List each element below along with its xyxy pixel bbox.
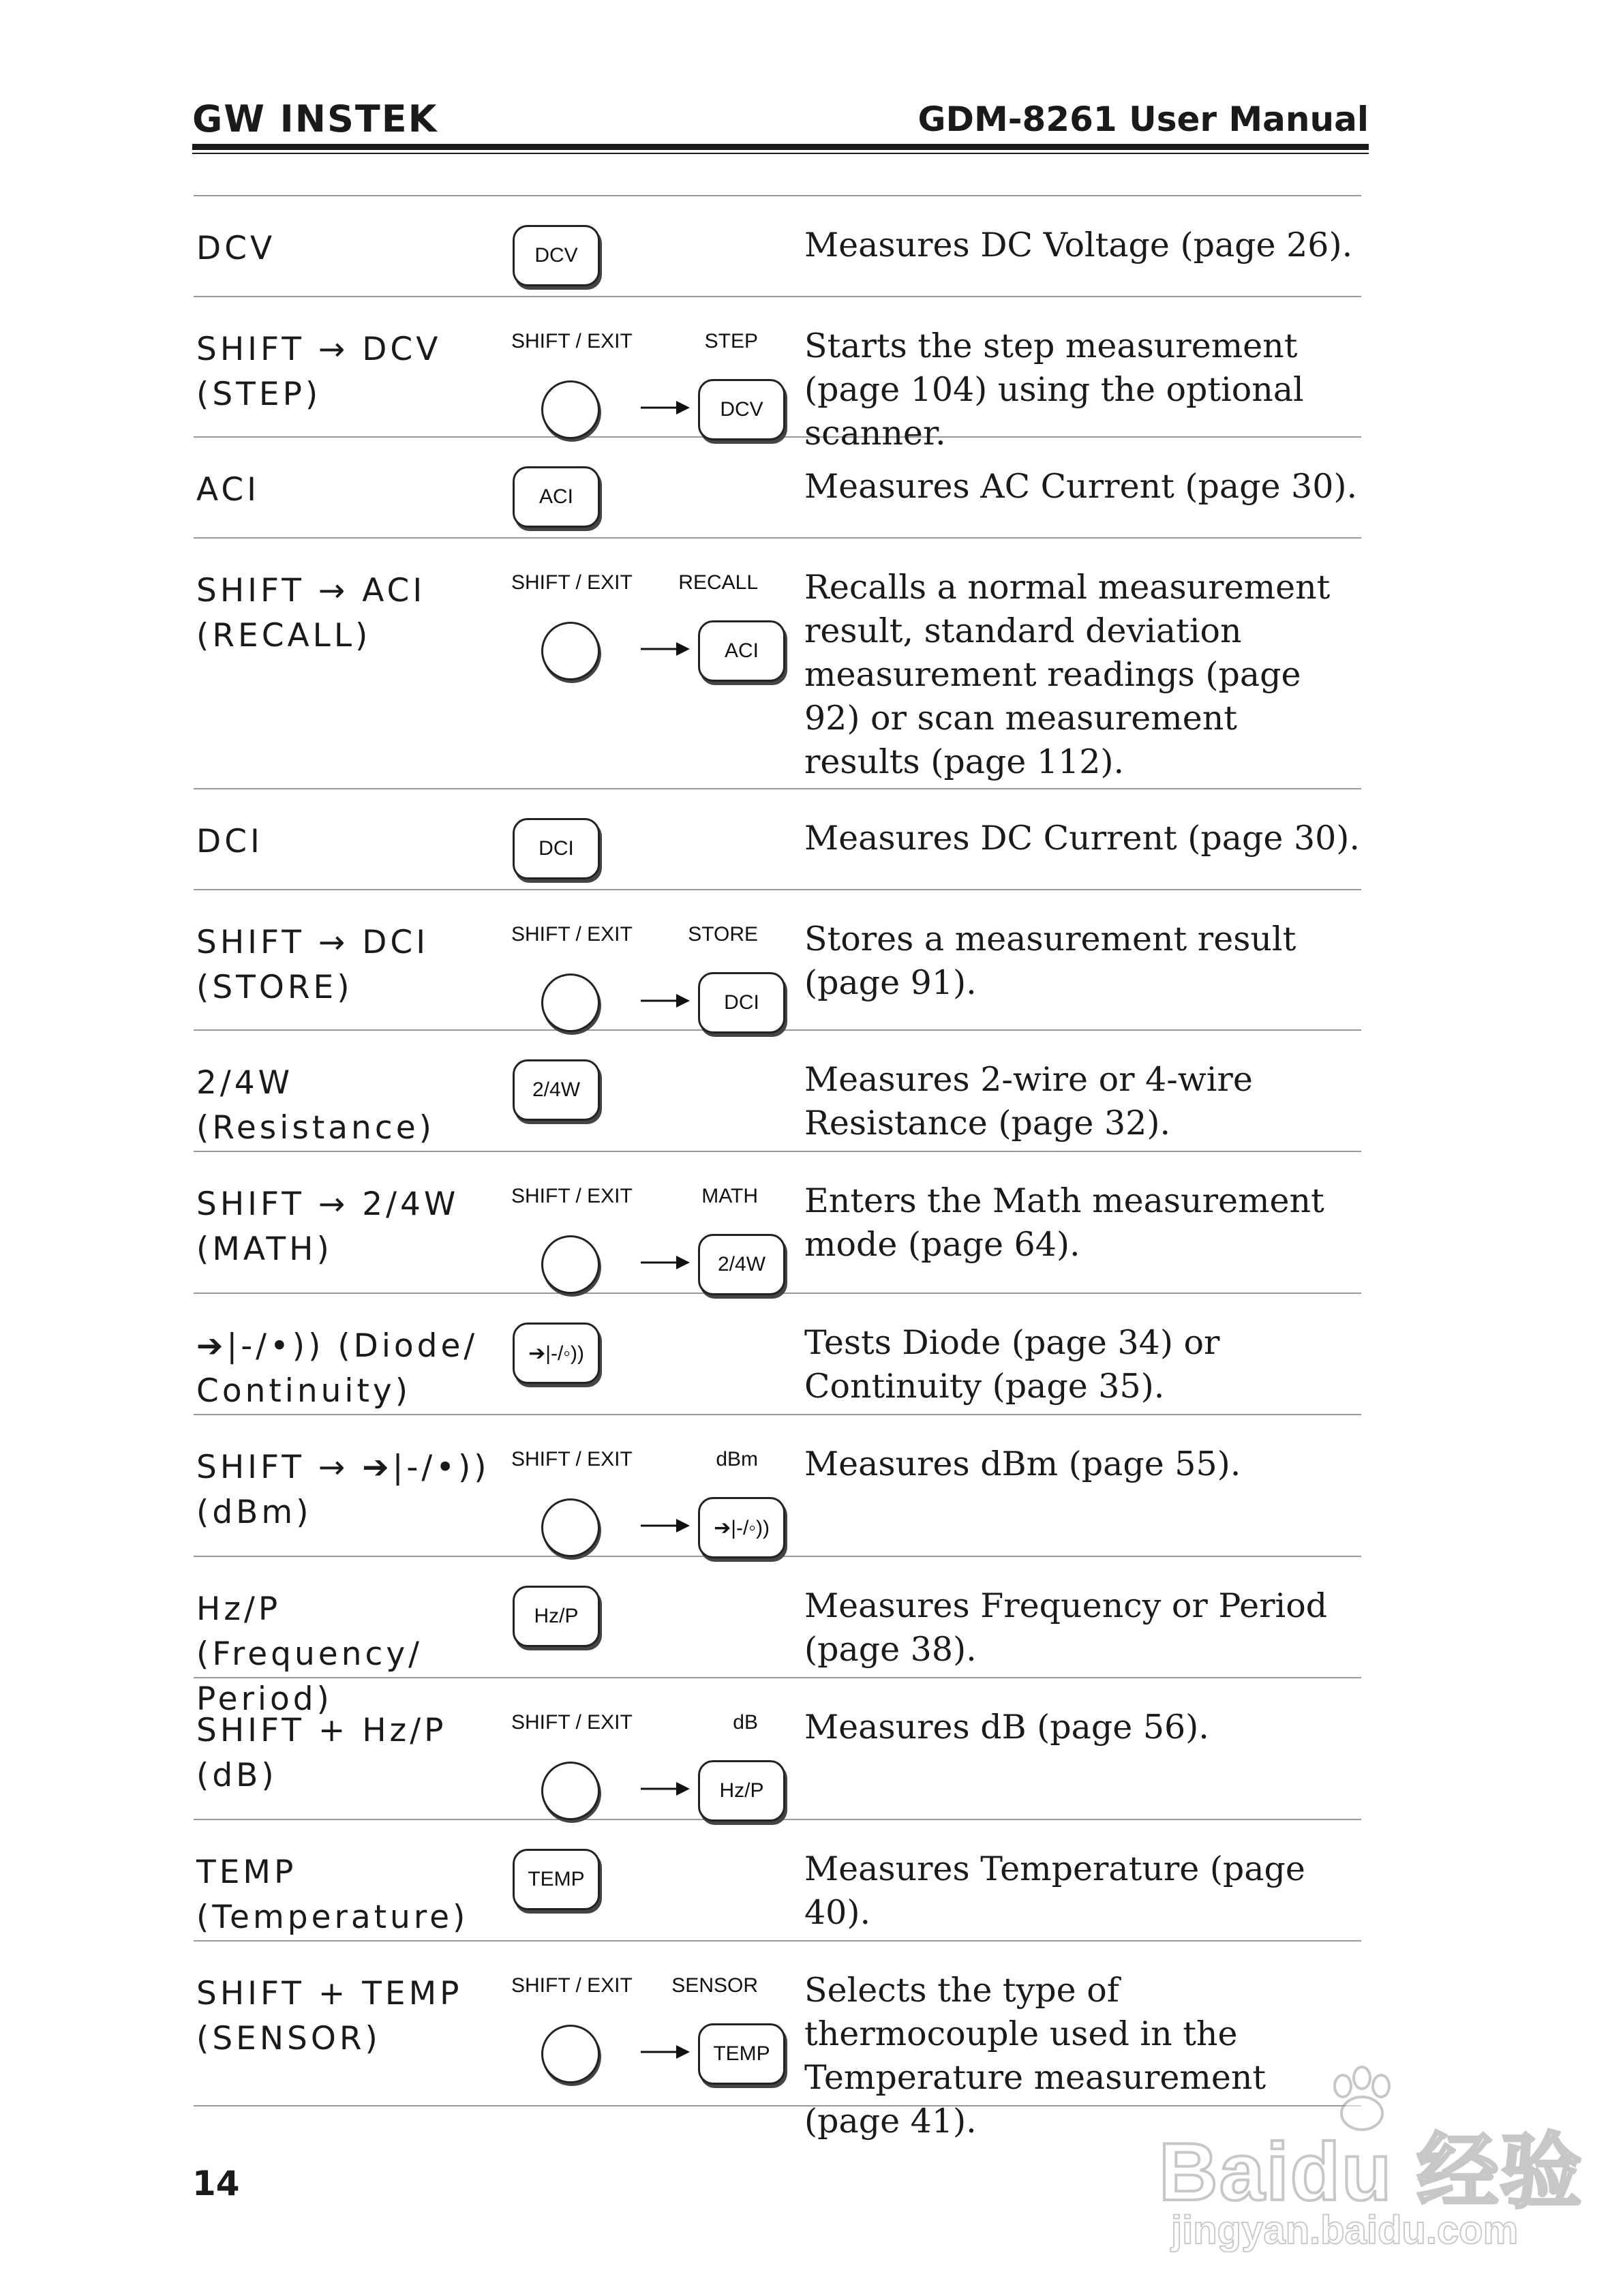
table-row bbox=[194, 1820, 1361, 1942]
manual-title: GDM-8261 User Manual bbox=[917, 100, 1369, 139]
function-name: SHIFT → ACI (RECALL) bbox=[196, 572, 426, 654]
shift-key bbox=[541, 1762, 600, 1820]
arrow-right-icon bbox=[641, 641, 690, 657]
function-description: Measures Temperature (page 40). bbox=[804, 1849, 1305, 1932]
function-name: 2/4W (Resistance) bbox=[196, 1064, 435, 1147]
table-row bbox=[194, 1557, 1361, 1718]
shifted-function-label: dB bbox=[733, 1711, 758, 1734]
function-name: SHIFT → 2/4W (MATH) bbox=[196, 1185, 459, 1268]
function-name: TEMP (Temperature) bbox=[196, 1854, 469, 1936]
shifted-function-label: SENSOR bbox=[671, 1974, 758, 1997]
function-description: Measures 2-wire or 4-wire Resistance (page 32). bbox=[804, 1060, 1253, 1143]
shifted-function-label: RECALL bbox=[678, 571, 758, 594]
arrow-right-icon bbox=[641, 1254, 690, 1271]
shift-key bbox=[541, 973, 600, 1032]
shifted-function-label: STEP bbox=[704, 330, 758, 352]
arrow-right-icon bbox=[641, 1517, 690, 1534]
shift-key bbox=[541, 1498, 600, 1557]
shift-key-label: SHIFT / EXIT bbox=[511, 1185, 633, 1207]
table-row bbox=[194, 196, 1361, 297]
front-panel-key: ACI bbox=[513, 466, 600, 528]
shift-key bbox=[541, 380, 600, 439]
function-name: SHIFT + Hz/P (dB) bbox=[196, 1712, 447, 1794]
arrow-right-icon bbox=[641, 993, 690, 1009]
function-name: DCV bbox=[196, 230, 276, 267]
table-row bbox=[194, 297, 1361, 453]
table-row bbox=[194, 1415, 1361, 1557]
table-row bbox=[194, 1152, 1361, 1294]
front-panel-key: Hz/P bbox=[698, 1760, 785, 1822]
function-description: Enters the Math measurement mode (page 64). bbox=[804, 1181, 1324, 1264]
shift-key-label: SHIFT / EXIT bbox=[511, 571, 633, 594]
front-panel-key: 2/4W bbox=[513, 1059, 600, 1121]
function-description: Measures dBm (page 55). bbox=[804, 1445, 1241, 1483]
front-panel-key: ➔|-/◦)) bbox=[513, 1323, 600, 1384]
front-panel-key: DCI bbox=[513, 818, 600, 879]
front-panel-key: DCV bbox=[698, 379, 785, 440]
front-panel-key: DCI bbox=[698, 972, 785, 1033]
function-name: DCI bbox=[196, 823, 263, 860]
shifted-function-label: STORE bbox=[688, 923, 758, 946]
function-description: Recalls a normal measurement result, standard deviation measurement readings (page 92) or scan measurement results (page 112). bbox=[804, 568, 1331, 781]
front-panel-key: ➔|-/◦)) bbox=[698, 1497, 785, 1558]
brand-logo: GW INSTEK bbox=[192, 97, 438, 140]
key-function-table bbox=[194, 195, 1361, 2141]
shift-key bbox=[541, 1235, 600, 1294]
function-description: Tests Diode (page 34) or Continuity (page 35). bbox=[804, 1323, 1220, 1406]
function-name: SHIFT + TEMP (SENSOR) bbox=[196, 1975, 463, 2057]
front-panel-key: TEMP bbox=[698, 2023, 785, 2085]
shifted-function-label: MATH bbox=[701, 1185, 758, 1207]
function-description: Measures Frequency or Period (page 38). bbox=[804, 1586, 1328, 1669]
shift-key bbox=[541, 622, 600, 680]
function-description: Stores a measurement result (page 91). bbox=[804, 920, 1296, 1002]
arrow-right-icon bbox=[641, 2044, 690, 2060]
shift-key-label: SHIFT / EXIT bbox=[511, 1974, 633, 1997]
shift-key bbox=[541, 2025, 600, 2083]
shift-key-label: SHIFT / EXIT bbox=[511, 330, 633, 352]
watermark-main-text: Baidu 经验 bbox=[1159, 2126, 1583, 2218]
function-name: SHIFT → ➔|-/•)) (dBm) bbox=[196, 1449, 490, 1531]
table-row bbox=[194, 1031, 1361, 1152]
shift-key-label: SHIFT / EXIT bbox=[511, 923, 633, 946]
table-row bbox=[194, 890, 1361, 1031]
front-panel-key: Hz/P bbox=[513, 1586, 600, 1647]
function-description: Selects the type of thermocouple used in the Temperature measurement (page 41). bbox=[804, 1971, 1266, 2141]
front-panel-key: ACI bbox=[698, 620, 785, 682]
shift-key-label: SHIFT / EXIT bbox=[511, 1448, 633, 1470]
function-name: SHIFT → DCV (STEP) bbox=[196, 331, 442, 413]
table-row bbox=[194, 438, 1361, 539]
function-name: ➔|-/•)) (Diode/ Continuity) bbox=[196, 1327, 479, 1410]
table-row bbox=[194, 1294, 1361, 1415]
front-panel-key: DCV bbox=[513, 225, 600, 286]
shift-key-label: SHIFT / EXIT bbox=[511, 1711, 633, 1734]
front-panel-key: 2/4W bbox=[698, 1234, 785, 1295]
shifted-function-label: dBm bbox=[716, 1448, 758, 1470]
arrow-right-icon bbox=[641, 399, 690, 416]
function-name: SHIFT → DCI (STORE) bbox=[196, 924, 429, 1006]
function-name: Hz/P (Frequency/ Period) bbox=[196, 1590, 423, 1718]
function-description: Measures AC Current (page 30). bbox=[804, 467, 1358, 506]
watermark bbox=[1159, 2066, 1583, 2256]
arrow-right-icon bbox=[641, 1781, 690, 1797]
page-number: 14 bbox=[192, 2164, 240, 2203]
function-description: Measures dB (page 56). bbox=[804, 1708, 1209, 1747]
function-description: Measures DC Current (page 30). bbox=[804, 819, 1360, 858]
table-row bbox=[194, 539, 1361, 789]
function-description: Measures DC Voltage (page 26). bbox=[804, 226, 1353, 265]
function-description: Starts the step measurement (page 104) using the optional scanner. bbox=[804, 327, 1304, 453]
watermark-url: jingyan.baidu.com bbox=[1171, 2208, 1519, 2252]
function-name: ACI bbox=[196, 471, 260, 509]
header-rule-thin bbox=[192, 153, 1369, 154]
table-row bbox=[194, 1678, 1361, 1820]
table-row bbox=[194, 789, 1361, 890]
header-rule bbox=[192, 144, 1369, 150]
front-panel-key: TEMP bbox=[513, 1849, 600, 1910]
